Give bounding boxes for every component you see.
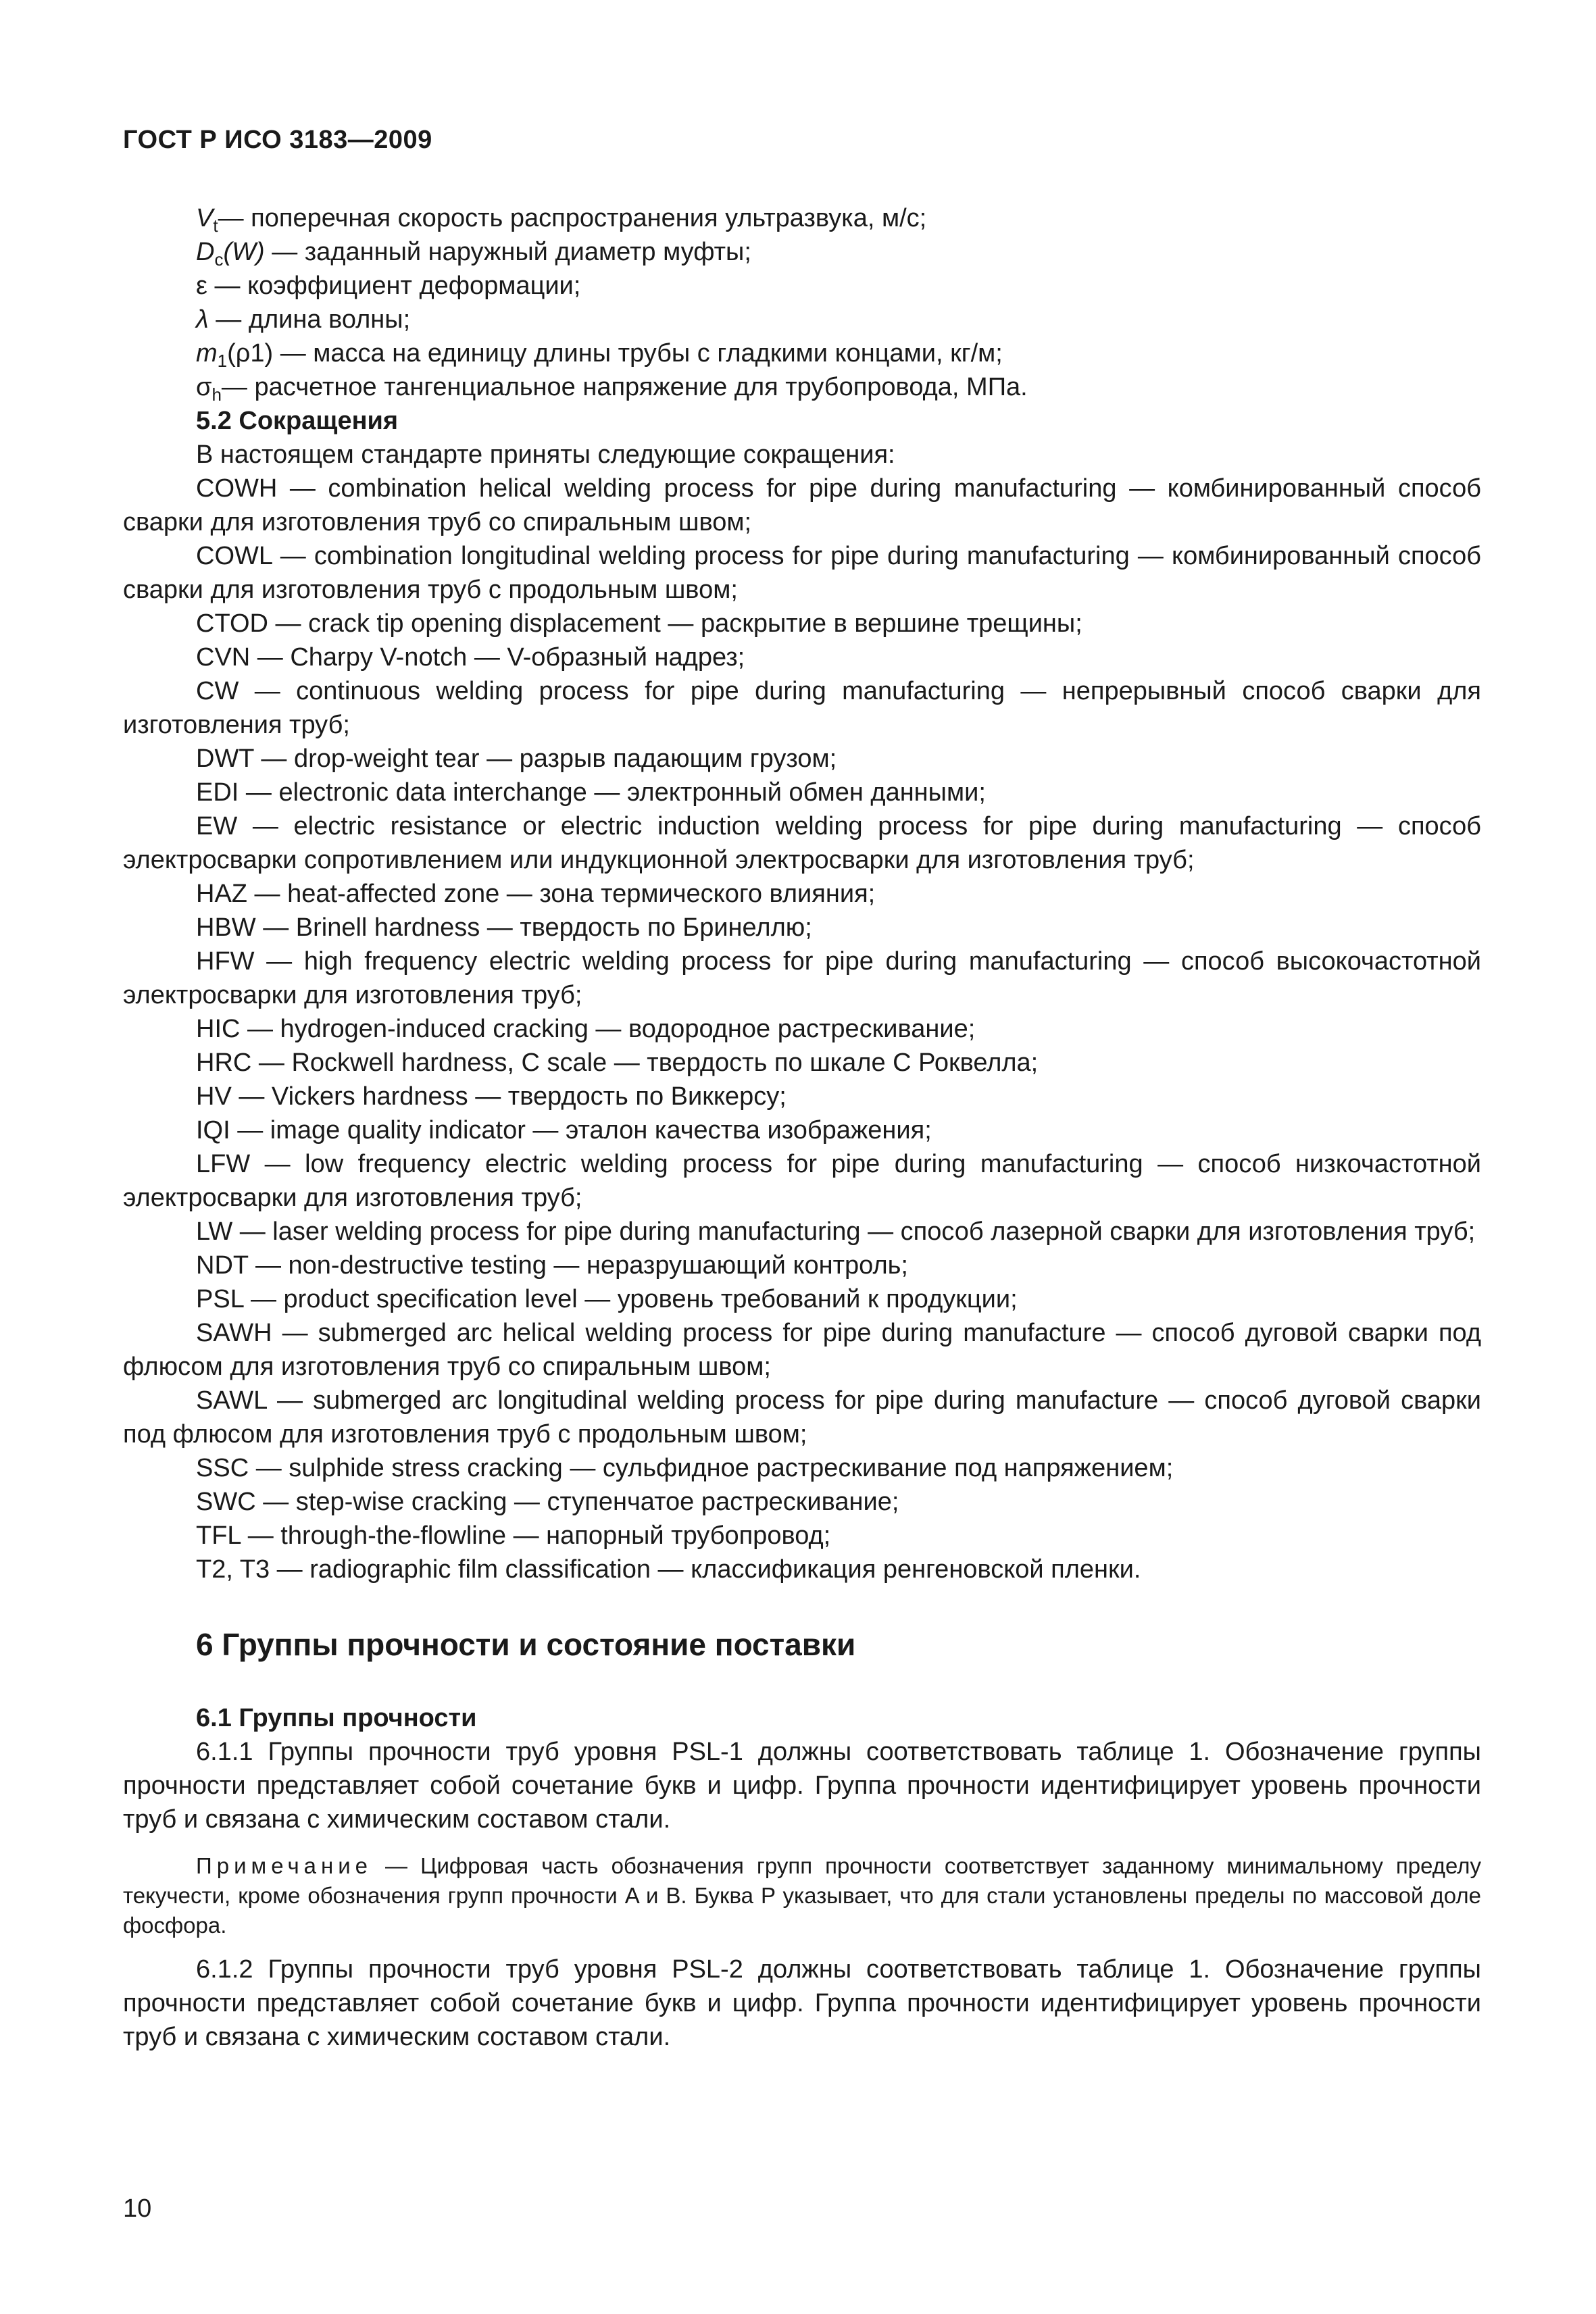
- abbreviation-item: IQI — image quality indicator — эталон качества изображения;: [196, 1116, 932, 1145]
- abbreviation-item: NDT — non-destructive testing — неразрушающий контроль;: [196, 1251, 908, 1280]
- abbreviation-item: COWL — combination longitudinal welding process for pipe during manufacturing — комбинированный способ сварки для изготовления труб с продольным швом;: [123, 542, 1481, 604]
- symbol-line: $m_1(\rho 1)$ — масса на единицу длины трубы с гладкими концами, кг/м;: [196, 339, 1003, 371]
- abbreviation-item: SAWL — submerged arc longitudinal welding process for pipe during manufacture — способ дуговой сварки под флюсом для изготовления труб с продольным швом;: [123, 1386, 1481, 1449]
- abbreviation-item: SWC — step-wise cracking — ступенчатое растрескивание;: [196, 1488, 899, 1516]
- abbreviation-item: CTOD — crack tip opening displacement — раскрытие в вершине трещины;: [196, 609, 1082, 638]
- symbol-line: ε — коэффициент деформации;: [196, 272, 581, 300]
- note-text: — Цифровая часть обозначения групп прочности соответствует заданному минимальному пределу текучести, кроме обозначения групп прочности A и B. Буква P указывает, что для стали установлены пределы по массовой доле фосфора.: [123, 1853, 1481, 1938]
- abbreviation-item: PSL — product specification level — уровень требований к продукции;: [196, 1285, 1018, 1313]
- abbreviation-item: HBW — Brinell hardness — твердость по Бринеллю;: [196, 913, 812, 942]
- symbol-line: λ — длина волны;: [196, 305, 411, 334]
- abbreviation-item: HRC — Rockwell hardness, C scale — твердость по шкале C Роквелла;: [196, 1049, 1039, 1077]
- abbreviation-item: HFW — high frequency electric welding process for pipe during manufacturing — способ высокочастотной электросварки для изготовления труб;: [123, 947, 1481, 1009]
- page-number: 10: [123, 2194, 152, 2223]
- symbol-line: $\sigma_h—$ расчетное тангенциальное напряжение для трубопровода, МПа.: [196, 373, 1028, 405]
- document-header: ГОСТ Р ИСО 3183—2009: [123, 126, 432, 154]
- section-6-title: 6 Группы прочности и состояние поставки: [196, 1627, 856, 1662]
- abbreviation-item: LW — laser welding process for pipe during manufacturing — способ лазерной сварки для изготовления труб;: [196, 1217, 1476, 1246]
- abbreviation-item: COWH — combination helical welding process for pipe during manufacturing — комбинированный способ сварки для изготовления труб со спиральным швом;: [123, 474, 1481, 536]
- abbreviation-item: TFL — through-the-flowline — напорный трубопровод;: [196, 1521, 831, 1550]
- abbreviation-item: LFW — low frequency electric welding process for pipe during manufacturing — способ низкочастотной электросварки для изготовления труб;: [123, 1150, 1481, 1212]
- abbreviation-item: CVN — Charpy V-notch — V-образный надрез;: [196, 643, 745, 672]
- note-paragraph: [123, 1851, 1481, 1940]
- symbol-line: $D_c(W)$ — заданный наружный диаметр муфты;: [196, 238, 751, 270]
- abbreviation-item: T2, T3 — radiographic film classification — классификация ренгеновской пленки.: [196, 1555, 1141, 1584]
- symbol-line: $V_t—$ поперечная скорость распространения ультразвука, м/с;: [196, 204, 927, 236]
- abbreviation-item: EDI — electronic data interchange — электронный обмен данными;: [196, 778, 986, 807]
- paragraph-6-1-2: 6.1.2 Группы прочности труб уровня PSL-2 должны соответствовать таблице 1. Обозначение группы прочности представляет собой сочетание букв и цифр. Группа прочности идентифицирует уровень прочности труб и связана с химическим составом стали.: [123, 1955, 1481, 2051]
- abbreviation-item: CW — continuous welding process for pipe during manufacturing — непрерывный способ сварки для изготовления труб;: [123, 677, 1481, 739]
- abbreviation-item: DWT — drop-weight tear — разрыв падающим грузом;: [196, 745, 837, 773]
- abbreviation-item: SAWH — submerged arc helical welding process for pipe during manufacture — способ дуговой сварки под флюсом для изготовления труб со спиральным швом;: [123, 1319, 1481, 1381]
- abbreviation-item: HAZ — heat-affected zone — зона термического влияния;: [196, 880, 876, 908]
- abbreviation-item: EW — electric resistance or electric induction welding process for pipe during manufacturing — способ электросварки сопротивлением или индукционной электросварки для изготовления труб;: [123, 812, 1481, 874]
- note-label: Примечание: [196, 1853, 373, 1878]
- section-5-2-intro: В настоящем стандарте приняты следующие сокращения:: [196, 441, 895, 469]
- abbreviation-item: HV — Vickers hardness — твердость по Виккерсу;: [196, 1082, 787, 1111]
- paragraph-6-1-1: 6.1.1 Группы прочности труб уровня PSL-1 должны соответствовать таблице 1. Обозначение группы прочности представляет собой сочетание букв и цифр. Группа прочности идентифицирует уровень прочности труб и связана с химическим составом стали.: [123, 1738, 1481, 1834]
- abbreviation-item: SSC — sulphide stress cracking — сульфидное растрескивание под напряжением;: [196, 1454, 1174, 1482]
- section-5-2-title: 5.2 Сокращения: [196, 407, 399, 435]
- abbreviation-item: HIC — hydrogen-induced cracking — водородное растрескивание;: [196, 1015, 976, 1043]
- section-6-1-title: 6.1 Группы прочности: [196, 1704, 477, 1732]
- document-body: [123, 201, 1481, 2054]
- abbreviations-list: [123, 472, 1481, 1586]
- symbols-list: [123, 201, 1481, 404]
